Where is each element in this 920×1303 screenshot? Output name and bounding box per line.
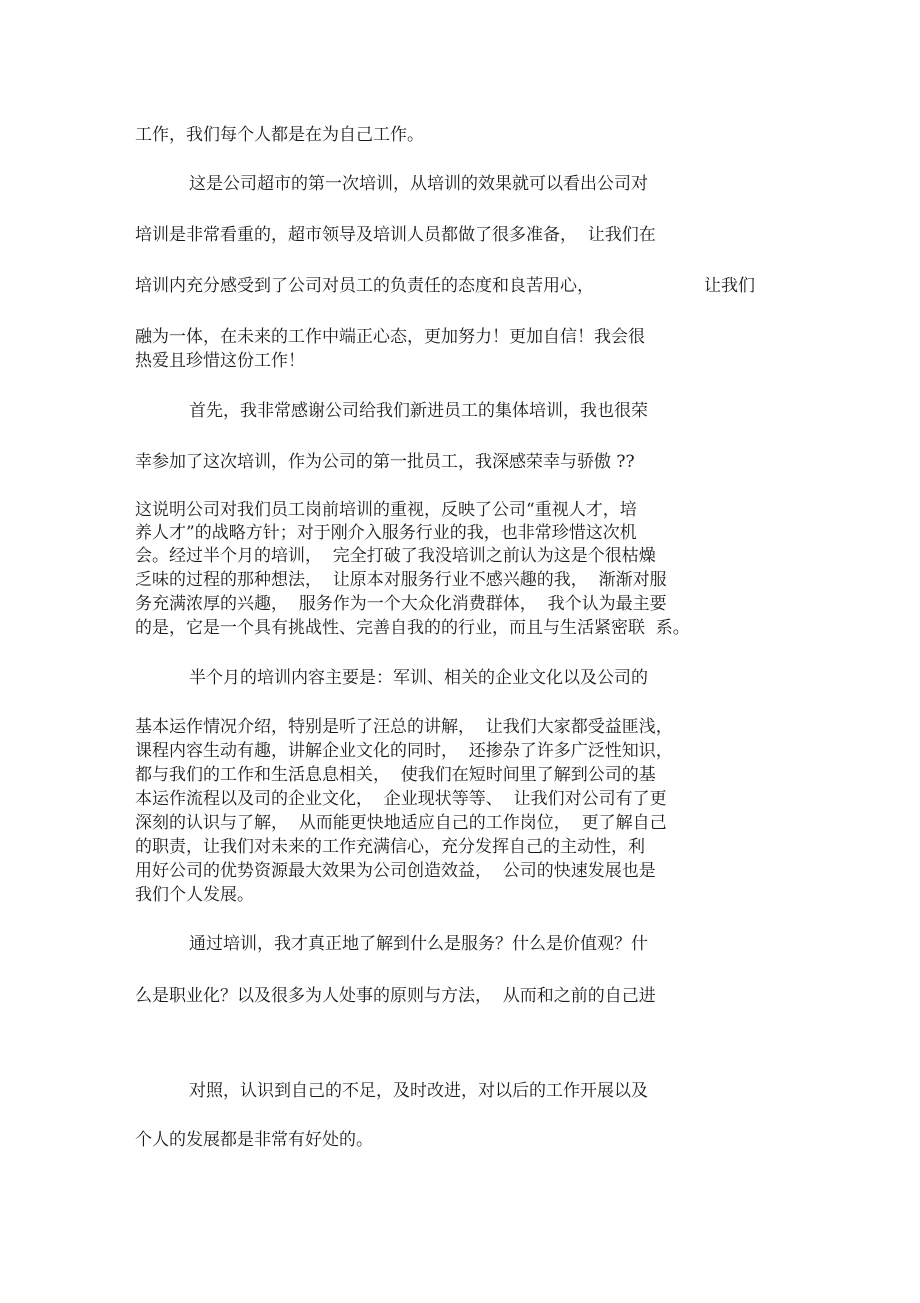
text-line: 让我们 xyxy=(704,276,755,296)
text-line: 的职责，让我们对未来的工作充满信心，充分发挥自己的主动性，利 xyxy=(135,837,645,857)
text-line: 通过培训，我才真正地了解到什么是服务？什么是价值观？什 xyxy=(189,934,648,954)
text-line: 工作，我们每个人都是在为自己工作。 xyxy=(135,125,424,145)
text-line: 个人的发展都是非常有好处的。 xyxy=(135,1130,373,1150)
text-line: 会。经过半个月的培训， 完全打破了我没培训之前认为这是个很枯燥 xyxy=(135,546,656,566)
text-line: 基本运作情况介绍，特别是听了汪总的讲解， 让我们大家都受益匪浅， xyxy=(135,717,673,737)
text-line: 本运作流程以及司的企业文化， 企业现状等等、 让我们对公司有了更 xyxy=(135,789,667,809)
text-line: 养人才”的战略方针；对于刚介入服务行业的我，也非常珍惜这次机 xyxy=(135,523,637,543)
text-line: 深刻的认识与了解， 从而能更快地适应自己的工作岗位， 更了解自己 xyxy=(135,813,667,833)
text-line: 用好公司的优势资源最大效果为公司创造效益， 公司的快速发展也是 xyxy=(135,861,656,881)
text-line: 热爱且珍惜这份工作！ xyxy=(135,351,305,371)
text-line: 都与我们的工作和生活息息相关， 使我们在短时间里了解到公司的基 xyxy=(135,765,656,785)
text-line: 培训是非常看重的，超市领导及培训人员都做了很多准备， 让我们在 xyxy=(135,225,656,245)
text-line: 首先，我非常感谢公司给我们新进员工的集体培训，我也很荣 xyxy=(189,401,648,421)
text-line: 半个月的培训内容主要是：军训、相关的企业文化以及公司的 xyxy=(189,668,648,688)
text-line: 幸参加了这次培训，作为公司的第一批员工，我深感荣幸与骄傲 ?? xyxy=(135,452,635,472)
text-line: 课程内容生动有趣，讲解企业文化的同时， 还掺杂了许多广泛性知识， xyxy=(135,741,673,761)
text-line: 培训内充分感受到了公司对员工的负责任的态度和良苦用心， xyxy=(135,276,594,296)
text-line: 融为一体，在未来的工作中端正心态，更加努力！更加自信！我会很 xyxy=(135,327,645,347)
text-line: 对照，认识到自己的不足，及时改进，对以后的工作开展以及 xyxy=(189,1081,648,1101)
text-line: 务充满浓厚的兴趣， 服务作为一个大众化消费群体， 我个认为最主要 xyxy=(135,594,667,614)
text-line: 这说明公司对我们员工岗前培训的重视，反映了公司“重视人才，培 xyxy=(135,500,637,520)
text-line: 我们个人发展。 xyxy=(135,885,254,905)
text-line: 这是公司超市的第一次培训，从培训的效果就可以看出公司对 xyxy=(189,174,648,194)
text-line: 乏味的过程的那种想法， 让原本对服务行业不感兴趣的我， 渐渐对服 xyxy=(135,570,667,590)
text-line: 的是，它是一个具有挑战性、完善自我的的行业，而且与生活紧密联 系。 xyxy=(135,618,690,638)
text-line: 么是职业化？以及很多为人处事的原则与方法， 从而和之前的自己进 xyxy=(135,986,656,1006)
